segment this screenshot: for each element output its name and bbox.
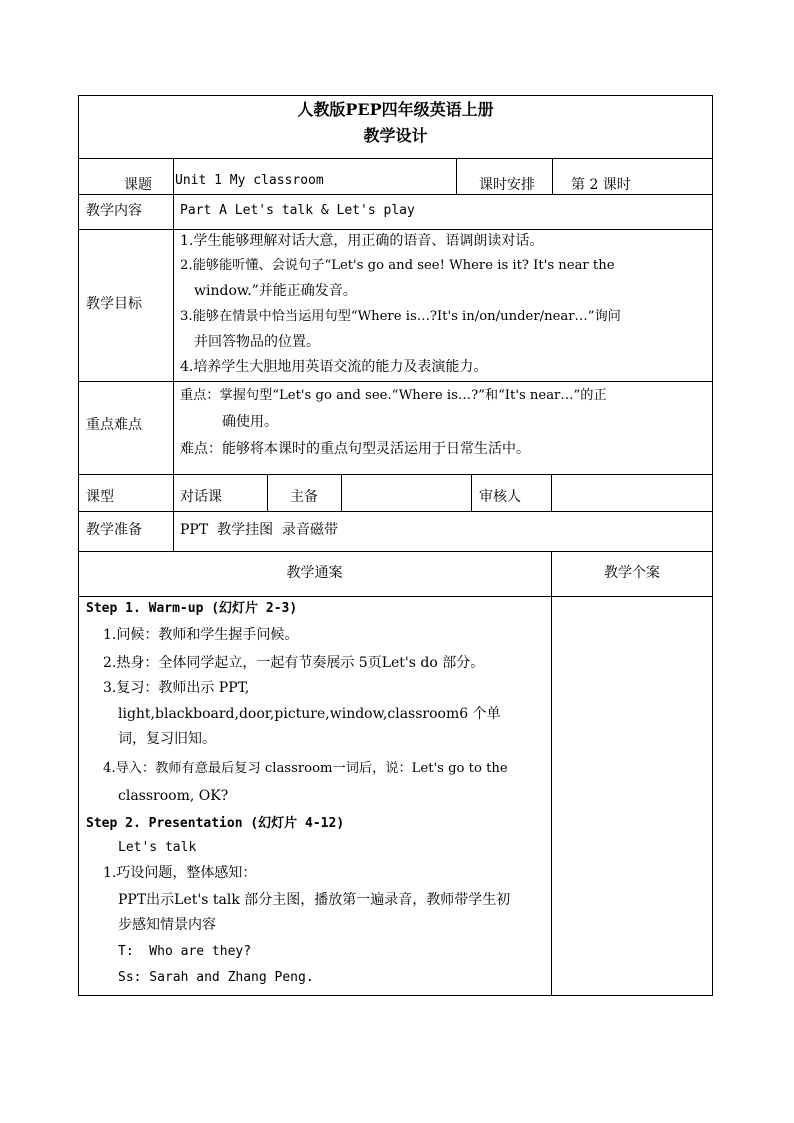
table-border-bottom (78, 995, 713, 996)
table-border-right (712, 95, 713, 996)
key-points-label: 重点难点 (86, 417, 142, 433)
step1-line: 1.问候：教师和学生握手问候。 (103, 627, 299, 643)
type-value: 对话课 (180, 489, 222, 505)
step2-line: 1.巧设问题，整体感知： (103, 865, 257, 881)
goals-line: 1.学生能够理解对话大意，用正确的语音、语调朗读对话。 (180, 233, 544, 249)
schedule-value: 第 2 课时 (571, 177, 631, 193)
table-rule (551, 551, 552, 996)
table-rule (173, 158, 174, 551)
type-label: 课型 (86, 489, 114, 505)
step1-line: classroom, OK? (118, 788, 229, 804)
step1-line: 3.复习：教师出示 PPT, (103, 680, 250, 696)
table-rule (456, 158, 457, 194)
table-rule (78, 551, 713, 552)
reviewer-label: 审核人 (479, 489, 521, 505)
doc-title: 人教版PEP四年级英语上册 (297, 100, 494, 119)
table-rule (552, 158, 553, 194)
step2-line: T: Who are they? (118, 944, 252, 959)
lead-teacher-label: 主备 (290, 489, 318, 505)
key-points-line: 确使用。 (222, 414, 278, 430)
topic-label: 课题 (124, 177, 152, 193)
step1-line: 4.导入：教师有意最后复习 classroom一词后，说：Let's go to the (103, 761, 508, 776)
content-label: 教学内容 (86, 203, 142, 219)
step1-line: 2.热身：全体同学起立，一起有节奏展示 5页Let's do 部分。 (103, 655, 485, 671)
step1-title: Step 1. Warm-up (幻灯片 2-3) (86, 601, 298, 616)
table-rule (341, 474, 342, 511)
step2-line: Ss: Sarah and Zhang Peng. (118, 970, 314, 985)
table-border-top (78, 95, 713, 96)
table-border-left (78, 95, 79, 996)
step2-title: Step 2. Presentation (幻灯片 4-12) (86, 816, 345, 831)
goals-line: 3.能够在情景中恰当运用句型“Where is…?It's in/on/under/near…”询问 (180, 309, 621, 324)
key-points-line: 重点：掌握句型“Let's go and see.“Where is…?”和“It's near…”的正 (180, 388, 607, 403)
table-rule (551, 474, 552, 511)
key-points-line: 难点：能够将本课时的重点句型灵活运用于日常生活中。 (180, 441, 530, 457)
topic-value: Unit 1 My classroom (175, 173, 324, 188)
step2-line: Let's talk (118, 840, 197, 855)
goals-line: 2.能够能听懂、会说句子“Let's go and see! Where is it? It's near the (180, 258, 615, 273)
step1-line: light,blackboard,door,picture,window,classroom6 个单 (118, 706, 501, 722)
step2-line: PPT出示Let's talk 部分主图，播放第一遍录音，教师带学生初 (118, 892, 511, 908)
table-rule (78, 596, 713, 597)
goals-label: 教学目标 (86, 296, 142, 312)
content-value: Part A Let's talk & Let's play (180, 203, 415, 218)
prep-label: 教学准备 (86, 522, 142, 538)
goals-line: 并回答物品的位置。 (194, 334, 320, 350)
step2-line: 步感知情景内容 (118, 917, 216, 933)
prep-value: PPT 教学挂图 录音磁带 (180, 522, 338, 538)
goals-line: 4.培养学生大胆地用英语交流的能力及表演能力。 (180, 359, 488, 375)
table-rule (267, 474, 268, 511)
table-rule (471, 474, 472, 511)
step1-line: 词，复习旧知。 (118, 731, 216, 747)
goals-line: window.”并能正确发音。 (194, 283, 357, 299)
doc-subtitle: 教学设计 (363, 126, 428, 145)
common-plan-header: 教学通案 (286, 565, 343, 581)
individual-plan-header: 教学个案 (604, 565, 660, 581)
schedule-label: 课时安排 (479, 177, 535, 193)
